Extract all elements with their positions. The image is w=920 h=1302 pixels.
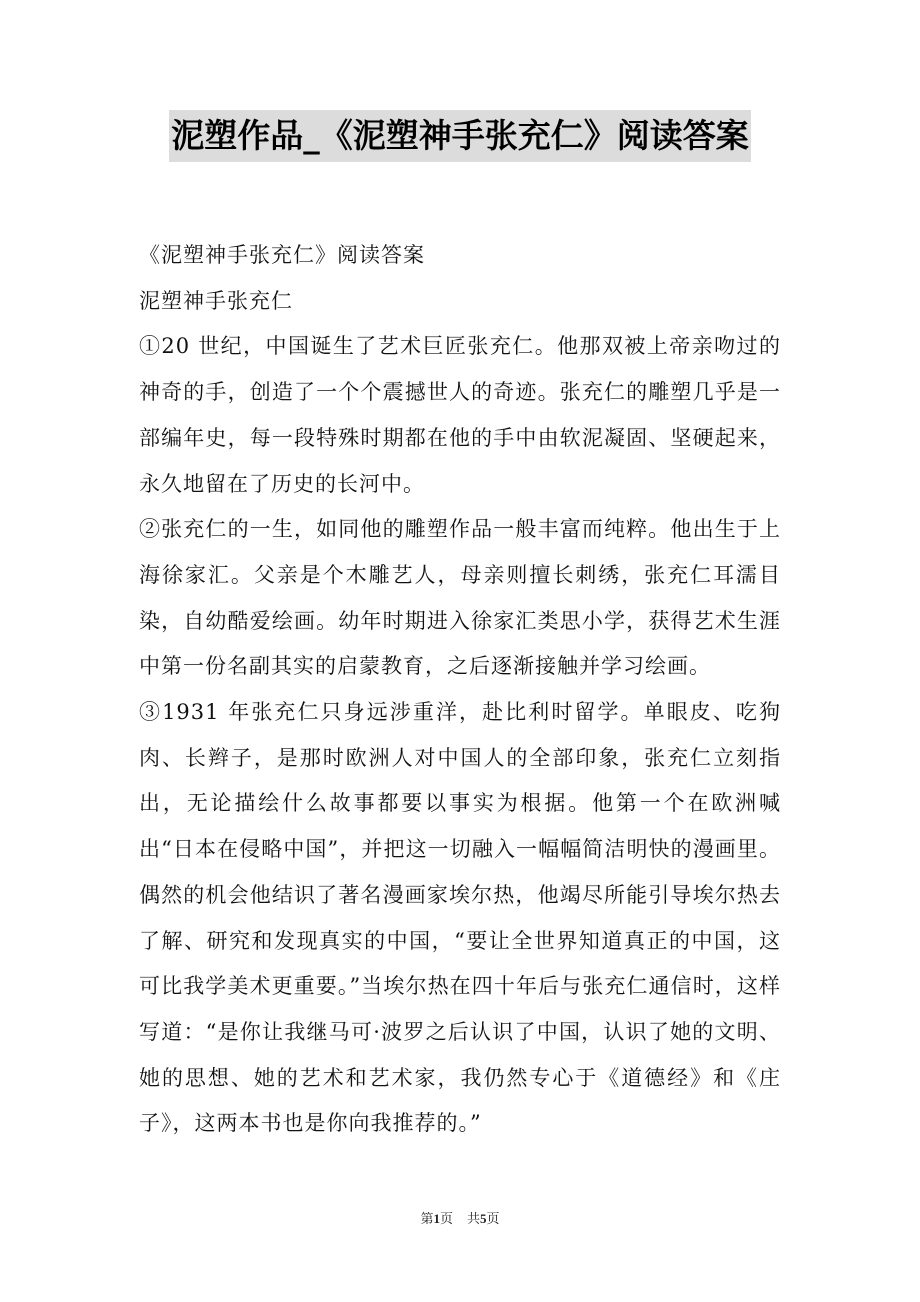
page-prefix: 第 [420,1211,434,1226]
paragraph-1: ①20 世纪，中国诞生了艺术巨匠张充仁。他那双被上帝亲吻过的神奇的手，创造了一个个震撼世人的奇迹。张充仁的雕塑几乎是一部编年史，每一段特殊时期都在他的手中由软泥凝固、坚硬起来，永久地留在了历史的长河中。 [139,334,781,496]
document-title-bar [0,110,920,162]
paragraph-2: ②张充仁的一生，如同他的雕塑作品一般丰富而纯粹。他出生于上海徐家汇。父亲是个木雕艺人，母亲则擅长刺绣，张充仁耳濡目染，自幼酷爱绘画。幼年时期进入徐家汇类思小学，获得艺术生涯中第一份名副其实的启蒙教育，之后逐渐接触并学习绘画。 [139,517,781,679]
total-prefix: 共 [467,1211,481,1226]
document-title: 泥塑作品_《泥塑神手张充仁》阅读答案 [169,110,751,162]
paragraph-3: ③1931 年张充仁只身远涉重洋，赴比利时留学。单眼皮、吃狗肉、长辫子，是那时欧洲人对中国人的全部印象，张充仁立刻指出，无论描绘什么故事都要以事实为根据。他第一个在欧洲喊出“日本在侵略中国”，并把这一切融入一幅幅简洁明快的漫画里。偶然的机会他结识了著名漫画家埃尔热，他竭尽所能引导埃尔热去了解、研究和发现真实的中国，“要让全世界知道真正的中国，这可比我学美术更重要。”当埃尔热在四十年后与张充仁通信时，这样写道：“是你让我继马可·波罗之后认识了中国，认识了她的文明、她的思想、她的艺术和艺术家，我仍然专心于《道德经》和《庄子》，这两本书也是你向我推荐的。” [139,700,781,1136]
page-unit: 页 [439,1211,453,1226]
page-total: 5 [480,1211,487,1226]
document-body [139,233,781,1147]
article-subtitle: 《泥塑神手张充仁》阅读答案 [139,243,425,267]
page-current: 1 [433,1211,440,1226]
page-footer [0,1208,920,1227]
article-heading: 泥塑神手张充仁 [139,288,293,313]
total-unit: 页 [486,1211,500,1226]
